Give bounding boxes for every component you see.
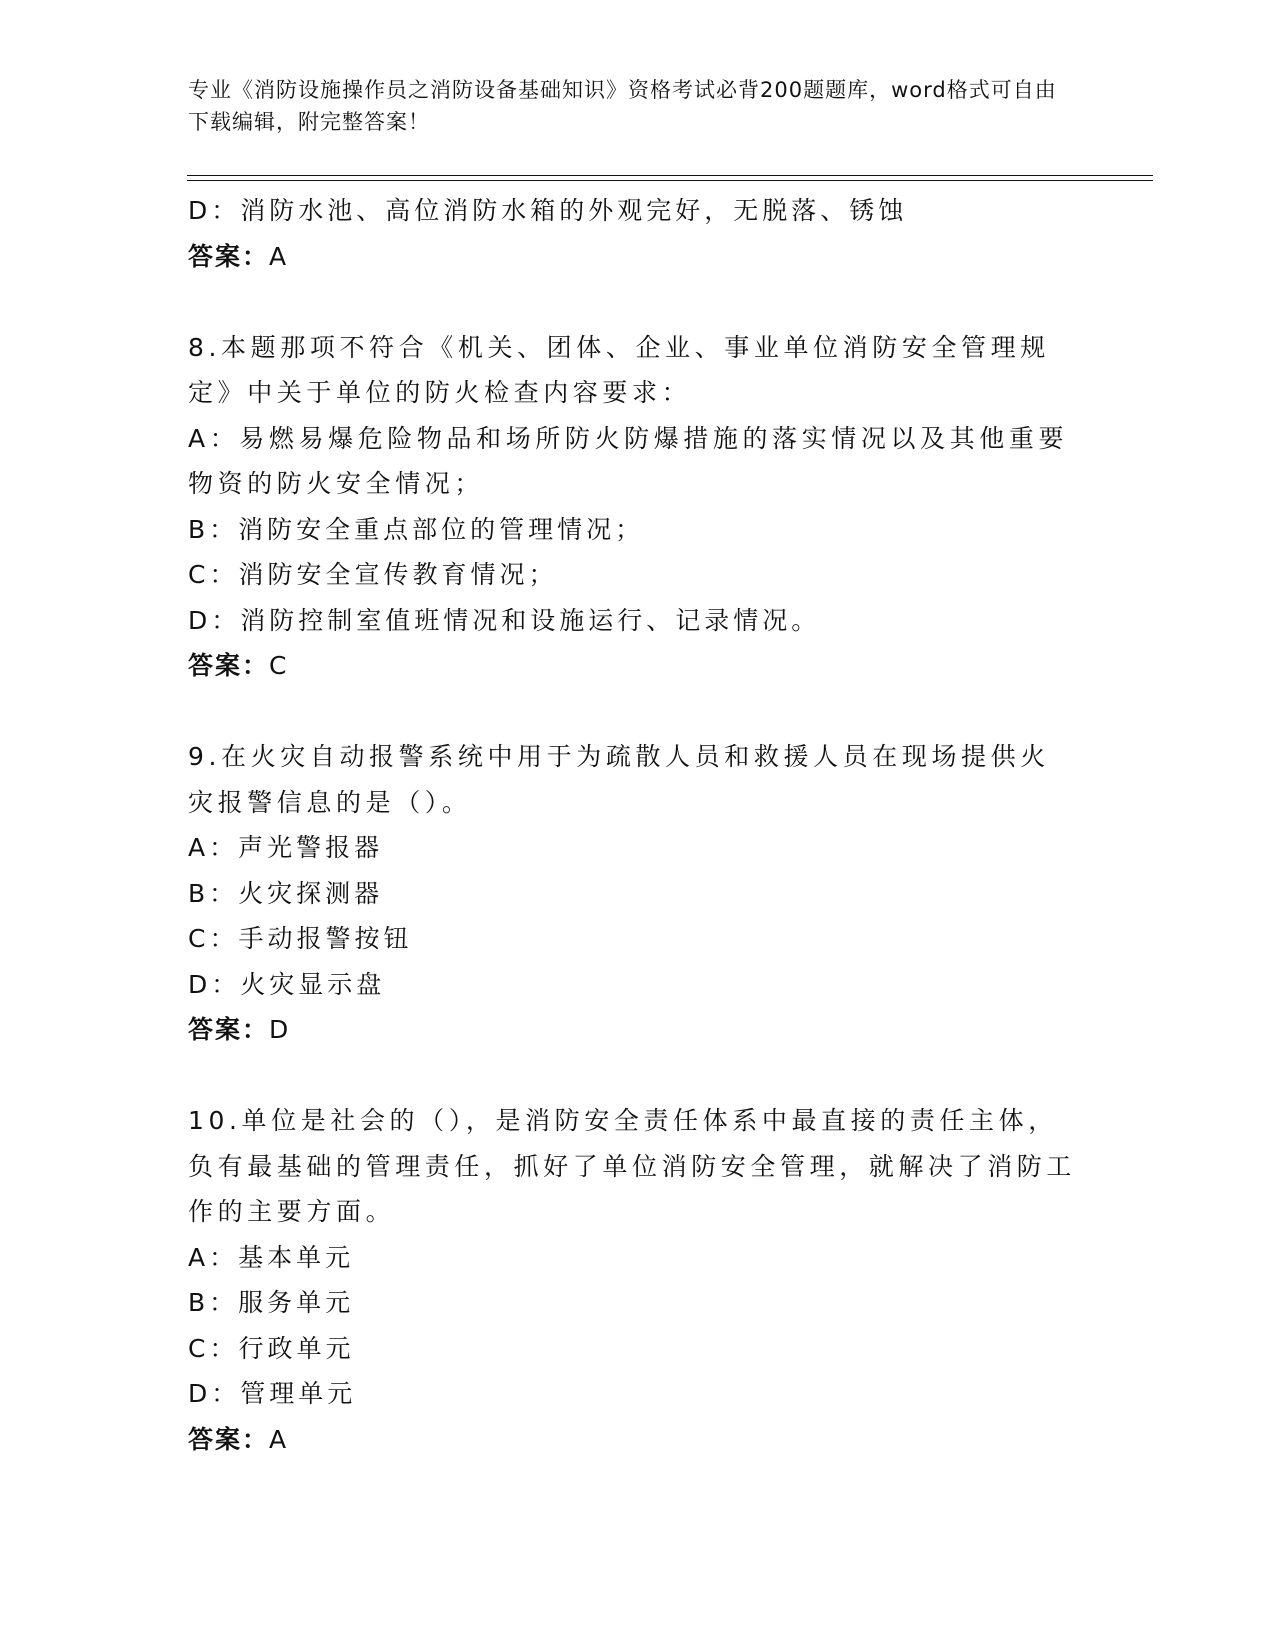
option-d: D：消防水池、高位消防水箱的外观完好，无脱落、锈蚀 xyxy=(188,196,908,225)
answer-line xyxy=(188,643,1088,689)
answer-label: 答案： xyxy=(188,651,270,680)
answer-line xyxy=(188,1417,1088,1463)
question-list xyxy=(188,188,1088,1462)
option-c: C：行政单元 xyxy=(188,1333,355,1363)
option-b: B：服务单元 xyxy=(188,1288,355,1317)
answer-label: 答案： xyxy=(188,1015,270,1044)
option-b: B：消防安全重点部位的管理情况； xyxy=(188,514,645,544)
option-d: D：火灾显示盘 xyxy=(188,969,386,999)
option-b: B：火灾探测器 xyxy=(188,878,384,908)
option-d: D：管理单元 xyxy=(188,1379,357,1408)
answer-line xyxy=(188,234,1088,280)
option-c: C：手动报警按钮 xyxy=(188,924,413,953)
answer-value: D xyxy=(269,1015,291,1044)
spacer xyxy=(188,279,1088,325)
option-d: D：消防控制室值班情况和设施运行、记录情况。 xyxy=(188,605,821,635)
question-block xyxy=(188,325,1088,689)
question-block xyxy=(188,734,1088,1053)
spacer xyxy=(188,1053,1088,1099)
answer-label: 答案： xyxy=(188,1424,270,1454)
question-block xyxy=(188,1098,1088,1462)
answer-label: 答案： xyxy=(188,241,270,271)
answer-line xyxy=(188,1007,1088,1053)
question-text: 8.本题那项不符合《机关、团体、企业、事业单位消防安全管理规定》中关于单位的防火检查内容要求： xyxy=(188,332,1050,407)
option-a: A：易燃易爆危险物品和场所防火防爆措施的落实情况以及其他重要物资的防火安全情况； xyxy=(188,423,1069,498)
document-header: 专业《消防设施操作员之消防设备基础知识》资格考试必背200题题库，word格式可自由下载编辑，附完整答案！ xyxy=(188,78,1057,134)
answer-value: A xyxy=(269,1424,289,1454)
question-text: 10.单位是社会的（），是消防安全责任体系中最直接的责任主体，负有最基础的管理责任，抓好了单位消防安全管理，就解决了消防工作的主要方面。 xyxy=(188,1106,1077,1226)
option-c: C：消防安全宣传教育情况； xyxy=(188,560,558,589)
header-divider-top xyxy=(187,175,1153,176)
question-text: 9.在火灾自动报警系统中用于为疏散人员和救援人员在现场提供火灾报警信息的是（）。 xyxy=(188,742,1050,817)
option-a: A：声光警报器 xyxy=(188,833,384,862)
answer-value: C xyxy=(269,651,289,680)
header-divider-bottom xyxy=(187,180,1153,181)
spacer xyxy=(188,689,1088,735)
option-a: A：基本单元 xyxy=(188,1242,355,1272)
answer-value: A xyxy=(269,241,289,271)
